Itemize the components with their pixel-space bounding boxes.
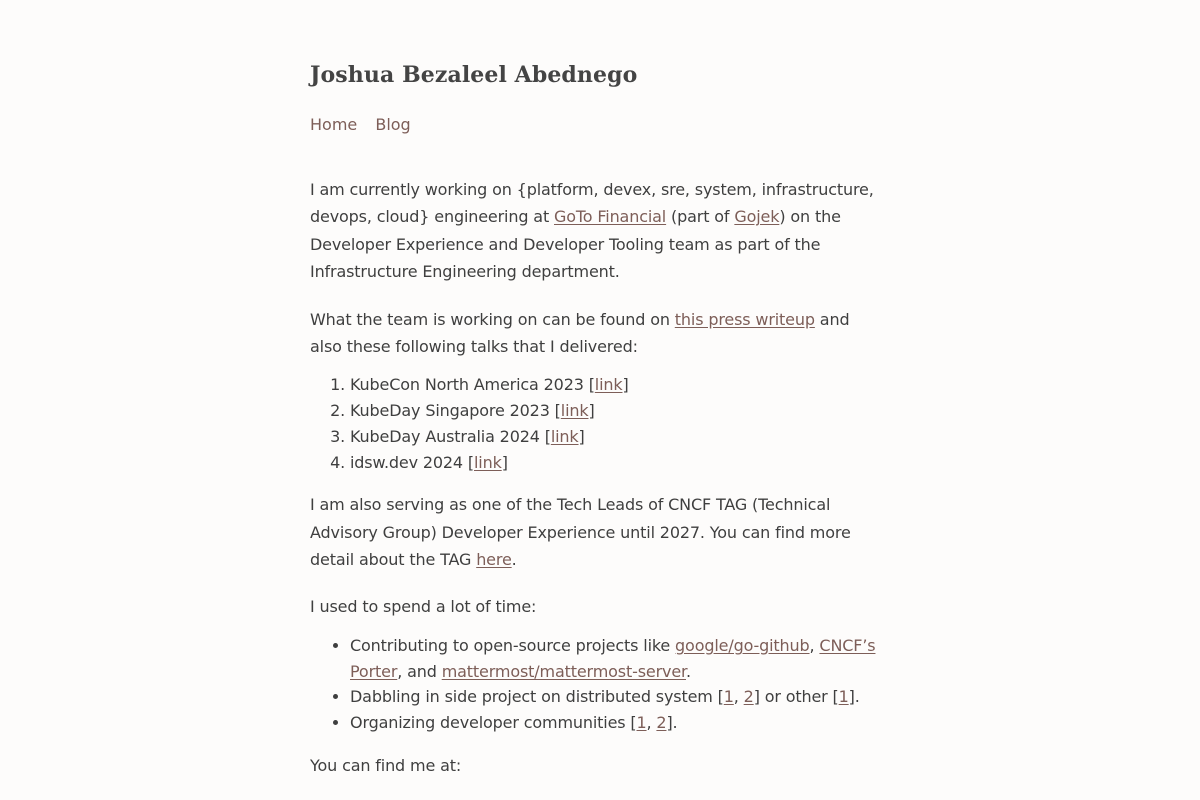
nav-home-link[interactable]: Home [310,115,358,134]
talk-label: idsw.dev 2024 [ [350,452,474,472]
press-writeup-link[interactable]: this press writeup [674,309,815,329]
bracket-close: ] [588,401,595,421]
gojek-link[interactable]: Gojek [734,207,780,227]
intro-paragraph [310,176,885,286]
talks-list [310,372,885,475]
team-paragraph [310,306,885,361]
tag-text: . [511,550,517,570]
bracket-close: ] [578,426,585,446]
bracket-close: ] [622,375,629,395]
intro-text: (part of [666,207,735,227]
talk-link[interactable]: link [594,375,623,395]
community-link-1[interactable]: 1 [636,712,647,732]
talk-label: KubeDay Singapore 2023 [ [350,401,561,421]
tag-paragraph [310,491,885,573]
past-activities-list [310,633,885,736]
talk-link[interactable]: link [550,426,579,446]
talk-link[interactable]: link [560,401,589,421]
intro-text: ) on the Developer Experience and Developer Tooling team as part of the Infrastructure Engineering department. [310,207,841,282]
item-text: ] or other [ [753,687,839,707]
list-item [350,424,885,450]
item-text: , [646,712,657,732]
site-title: Joshua Bezaleel Abednego [310,62,638,88]
item-text: , [733,687,744,707]
team-text: What the team is working on can be found on [310,309,675,329]
item-text: . [686,661,691,681]
distributed-project-link-2[interactable]: 2 [743,687,754,707]
talk-label: KubeDay Australia 2024 [ [350,426,551,446]
find-me-paragraph: You can find me at: [310,755,462,775]
list-item [350,372,885,398]
talk-label: KubeCon North America 2023 [ [350,375,595,395]
item-text: Contributing to open-source projects like [350,635,676,655]
list-item [350,633,885,684]
item-text: ]. [848,687,860,707]
distributed-project-link-1[interactable]: 1 [723,687,734,707]
community-link-2[interactable]: 2 [656,712,667,732]
tag-here-link[interactable]: here [476,550,512,570]
list-item [350,710,885,736]
item-text: , and [397,661,442,681]
list-item [350,450,885,476]
goto-financial-link[interactable]: GoTo Financial [554,207,667,227]
bracket-close: ] [501,452,508,472]
tag-text: I am also serving as one of the Tech Leads of CNCF TAG (Technical Advisory Group) Developer Experience until 2027. You can find more detail about the TAG [310,495,851,570]
item-text: , [809,635,820,655]
talk-link[interactable]: link [474,452,502,472]
list-item [350,398,885,424]
team-text: and also these following talks that I delivered: [310,309,850,357]
mattermost-link[interactable]: mattermost/mattermost-server [441,661,686,681]
nav-blog-link[interactable]: Blog [375,115,411,134]
other-project-link-1[interactable]: 1 [838,687,849,707]
intro-text: I am currently working on {platform, devex, sre, system, infrastructure, devops, cloud} engineering at [310,180,874,227]
go-github-link[interactable]: google/go-github [675,635,810,655]
list-item [350,684,885,710]
main-content [310,176,885,799]
porter-link[interactable]: CNCF’s Porter [350,635,876,681]
main-nav [310,115,424,134]
past-intro-paragraph: I used to spend a lot of time: [310,597,537,617]
item-text: ]. [666,712,678,732]
item-text: Dabbling in side project on distributed system [ [350,687,724,707]
item-text: Organizing developer communities [ [350,712,637,732]
